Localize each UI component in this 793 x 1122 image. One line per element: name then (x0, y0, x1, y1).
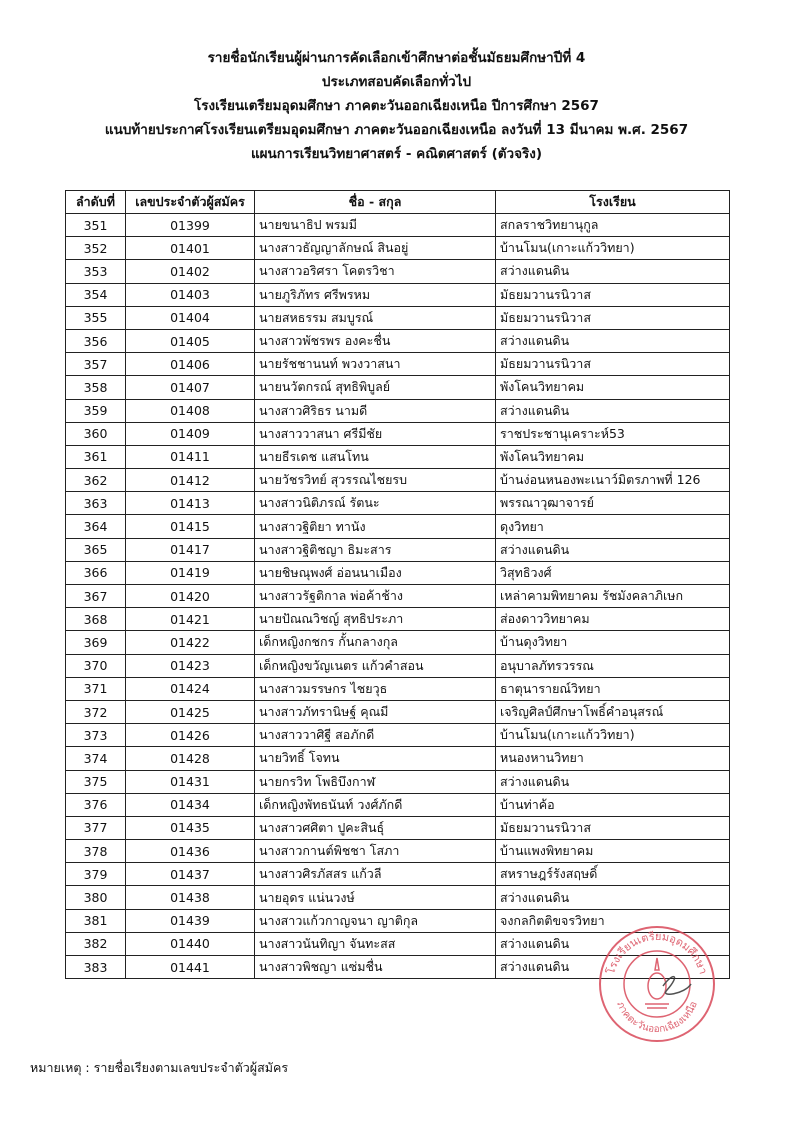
cell-school: บ้านแพงพิทยาคม (496, 840, 730, 863)
cell-school: เจริญศิลป์ศึกษาโพธิ์คำอนุสรณ์ (496, 700, 730, 723)
cell-school: ธาตุนารายณ์วิทยา (496, 677, 730, 700)
cell-applicant-id: 01419 (126, 561, 255, 584)
cell-number: 357 (66, 353, 126, 376)
table-row (66, 237, 730, 260)
table-row (66, 399, 730, 422)
table-row (66, 445, 730, 468)
cell-applicant-id: 01438 (126, 886, 255, 909)
cell-name: นายนวัตกรณ์ สุทธิพิบูลย์ (255, 376, 496, 399)
column-header-number: ลำดับที่ (66, 191, 126, 214)
table-row (66, 515, 730, 538)
cell-number: 376 (66, 793, 126, 816)
cell-name: นางสาวรัฐติกาล พ่อค้าช้าง (255, 585, 496, 608)
cell-applicant-id: 01407 (126, 376, 255, 399)
cell-number: 359 (66, 399, 126, 422)
cell-applicant-id: 01415 (126, 515, 255, 538)
cell-name: นางสาวศศิตา ปูคะสินธุ์ (255, 816, 496, 839)
cell-school: สหราษฎร์รังสฤษดิ์ (496, 863, 730, 886)
cell-school: อนุบาลภัทรวรรณ (496, 654, 730, 677)
table-row (66, 700, 730, 723)
cell-school: พังโคนวิทยาคม (496, 376, 730, 399)
table-row (66, 329, 730, 352)
seal-text-bottom: ภาคตะวันออกเฉียงเหนือ (614, 1000, 700, 1036)
table-row (66, 376, 730, 399)
svg-text:โรงเรียนเตรียมอุดมศึกษา (603, 930, 709, 976)
cell-applicant-id: 01422 (126, 631, 255, 654)
cell-applicant-id: 01405 (126, 329, 255, 352)
cell-number: 370 (66, 654, 126, 677)
cell-name: นางสาววาศิฐี สอภักดี (255, 724, 496, 747)
cell-name: นางสาวอริศรา โคตรวิชา (255, 260, 496, 283)
cell-school: พรรณาวุฒาจารย์ (496, 492, 730, 515)
cell-name: นายอุดร แน่นวงษ์ (255, 886, 496, 909)
cell-number: 373 (66, 724, 126, 747)
table-row (66, 654, 730, 677)
cell-applicant-id: 01403 (126, 283, 255, 306)
cell-school: บ้านง่อนหนองพะเนาว์มิตรภาพที่ 126 (496, 469, 730, 492)
cell-number: 366 (66, 561, 126, 584)
cell-name: นายชิษณุพงศ์ อ่อนนาเมือง (255, 561, 496, 584)
student-list-table (65, 190, 730, 979)
cell-applicant-id: 01431 (126, 770, 255, 793)
table-row (66, 492, 730, 515)
table-row (66, 631, 730, 654)
cell-number: 354 (66, 283, 126, 306)
cell-name: นายกรวิท โพธิบึงกาฬ (255, 770, 496, 793)
column-header-name: ชื่อ - สกุล (255, 191, 496, 214)
cell-number: 362 (66, 469, 126, 492)
column-header-applicant-id: เลขประจำตัวผู้สมัคร (126, 191, 255, 214)
cell-number: 367 (66, 585, 126, 608)
cell-number: 364 (66, 515, 126, 538)
cell-applicant-id: 01421 (126, 608, 255, 631)
cell-number: 375 (66, 770, 126, 793)
cell-school: บ้านโมน(เกาะแก้ววิทยา) (496, 724, 730, 747)
cell-school: สว่างแดนดิน (496, 956, 730, 979)
cell-applicant-id: 01426 (126, 724, 255, 747)
table-row (66, 306, 730, 329)
cell-school: เหล่าคามพิทยาคม รัชมังคลาภิเษก (496, 585, 730, 608)
table-row (66, 770, 730, 793)
cell-school: สว่างแดนดิน (496, 932, 730, 955)
cell-name: นางสาวพัชรพร องคะชื่น (255, 329, 496, 352)
cell-number: 382 (66, 932, 126, 955)
table-row (66, 863, 730, 886)
cell-number: 377 (66, 816, 126, 839)
cell-number: 378 (66, 840, 126, 863)
cell-applicant-id: 01435 (126, 816, 255, 839)
cell-number: 352 (66, 237, 126, 260)
cell-name: นางสาวฐิติยา ทานัง (255, 515, 496, 538)
cell-applicant-id: 01424 (126, 677, 255, 700)
cell-number: 381 (66, 909, 126, 932)
table-row (66, 747, 730, 770)
cell-name: นายภูริภัทร ศรีพรหม (255, 283, 496, 306)
cell-school: มัธยมวานรนิวาส (496, 306, 730, 329)
cell-applicant-id: 01399 (126, 214, 255, 237)
cell-number: 374 (66, 747, 126, 770)
cell-number: 365 (66, 538, 126, 561)
table-body (66, 214, 730, 979)
cell-number: 379 (66, 863, 126, 886)
cell-applicant-id: 01402 (126, 260, 255, 283)
cell-name: นางสาวมรรษกร ไชยวุธ (255, 677, 496, 700)
cell-name: นายธีรเดช แสนโทน (255, 445, 496, 468)
document-header (0, 46, 793, 166)
cell-school: มัธยมวานรนิวาส (496, 353, 730, 376)
cell-applicant-id: 01439 (126, 909, 255, 932)
cell-applicant-id: 01437 (126, 863, 255, 886)
cell-number: 360 (66, 422, 126, 445)
cell-school: บ้านท่าค้อ (496, 793, 730, 816)
table-row (66, 816, 730, 839)
cell-school: สว่างแดนดิน (496, 260, 730, 283)
cell-applicant-id: 01425 (126, 700, 255, 723)
cell-name: เด็กหญิงขวัญเนตร แก้วคำสอน (255, 654, 496, 677)
cell-name: นางสาวนันทิญา จันทะสส (255, 932, 496, 955)
cell-number: 368 (66, 608, 126, 631)
cell-school: สกลราชวิทยานุกูล (496, 214, 730, 237)
footnote: หมายเหตุ : รายชื่อเรียงตามเลขประจำตัวผู้สมัคร (30, 1060, 289, 1075)
cell-name: นางสาวฐิติชญา ธิมะสาร (255, 538, 496, 561)
cell-name: นางสาวพิชญา แซ่มชื่น (255, 956, 496, 979)
school-seal-stamp (597, 924, 717, 1044)
cell-school: สว่างแดนดิน (496, 886, 730, 909)
cell-name: นายรัชชานนท์ พวงวาสนา (255, 353, 496, 376)
cell-applicant-id: 01440 (126, 932, 255, 955)
cell-name: นางสาวภัทรานิษฐ์ คุณมี (255, 700, 496, 723)
cell-name: นางสาวแก้วกาญจนา ญาติกุล (255, 909, 496, 932)
cell-school: บ้านดุงวิทยา (496, 631, 730, 654)
cell-number: 353 (66, 260, 126, 283)
table-row (66, 793, 730, 816)
title-line-4: แนบท้ายประกาศโรงเรียนเตรียมอุดมศึกษา ภาคตะวันออกเฉียงเหนือ ลงวันที่ 13 มีนาคม พ.ศ. 2567 (104, 122, 689, 138)
cell-applicant-id: 01420 (126, 585, 255, 608)
cell-applicant-id: 01441 (126, 956, 255, 979)
cell-school: พังโคนวิทยาคม (496, 445, 730, 468)
cell-name: เด็กหญิงพัทธนันท์ วงศ์ภักดี (255, 793, 496, 816)
table-row (66, 724, 730, 747)
cell-name: นางสาวกานต์พิชชา โสภา (255, 840, 496, 863)
cell-number: 358 (66, 376, 126, 399)
cell-number: 355 (66, 306, 126, 329)
cell-applicant-id: 01417 (126, 538, 255, 561)
cell-school: ราชประชานุเคราะห์53 (496, 422, 730, 445)
cell-applicant-id: 01436 (126, 840, 255, 863)
table-row (66, 538, 730, 561)
cell-number: 371 (66, 677, 126, 700)
cell-name: นายสหธรรม สมบูรณ์ (255, 306, 496, 329)
table-row (66, 422, 730, 445)
column-header-school: โรงเรียน (496, 191, 730, 214)
table-row (66, 214, 730, 237)
cell-name: เด็กหญิงกชกร กั้นกลางกุล (255, 631, 496, 654)
cell-school: จงกลกิตติขจรวิทยา (496, 909, 730, 932)
cell-applicant-id: 01434 (126, 793, 255, 816)
cell-applicant-id: 01406 (126, 353, 255, 376)
title-line-2: ประเภทสอบคัดเลือกทั่วไป (321, 74, 472, 90)
cell-number: 361 (66, 445, 126, 468)
cell-name: นางสาวนิติภรณ์ รัตนะ (255, 492, 496, 515)
cell-name: นายวิทธิ์ โจทน (255, 747, 496, 770)
title-line-5: แผนการเรียนวิทยาศาสตร์ - คณิตศาสตร์ (ตัวจริง) (250, 146, 543, 162)
cell-applicant-id: 01408 (126, 399, 255, 422)
cell-number: 363 (66, 492, 126, 515)
table-row (66, 585, 730, 608)
cell-applicant-id: 01409 (126, 422, 255, 445)
cell-school: สว่างแดนดิน (496, 329, 730, 352)
table-row (66, 677, 730, 700)
cell-applicant-id: 01413 (126, 492, 255, 515)
cell-applicant-id: 01404 (126, 306, 255, 329)
seal-text-top: โรงเรียนเตรียมอุดมศึกษา (604, 929, 710, 976)
cell-name: นางสาววาสนา ศรีมีชัย (255, 422, 496, 445)
table-header-row (66, 191, 730, 214)
cell-school: ดุงวิทยา (496, 515, 730, 538)
table-row (66, 886, 730, 909)
cell-school: มัธยมวานรนิวาส (496, 816, 730, 839)
cell-school: สว่างแดนดิน (496, 538, 730, 561)
cell-applicant-id: 01428 (126, 747, 255, 770)
table-row (66, 469, 730, 492)
cell-school: วิสุทธิวงศ์ (496, 561, 730, 584)
cell-name: นางสาวศิริธร นามดี (255, 399, 496, 422)
cell-school: มัธยมวานรนิวาส (496, 283, 730, 306)
cell-school: บ้านโมน(เกาะแก้ววิทยา) (496, 237, 730, 260)
table-row (66, 283, 730, 306)
cell-name: นายปัณณวิชญ์ สุทธิประภา (255, 608, 496, 631)
cell-name: นางสาวธัญญาลักษณ์ สินอยู่ (255, 237, 496, 260)
cell-number: 383 (66, 956, 126, 979)
cell-name: นางสาวศิรภัสสร แก้วลี (255, 863, 496, 886)
cell-number: 369 (66, 631, 126, 654)
table-row (66, 260, 730, 283)
cell-applicant-id: 01423 (126, 654, 255, 677)
cell-name: นายขนาธิป พรมมี (255, 214, 496, 237)
cell-number: 372 (66, 700, 126, 723)
table-row (66, 608, 730, 631)
title-line-3: โรงเรียนเตรียมอุดมศึกษา ภาคตะวันออกเฉียงเหนือ ปีการศึกษา 2567 (194, 98, 599, 114)
cell-number: 380 (66, 886, 126, 909)
cell-applicant-id: 01411 (126, 445, 255, 468)
table-row (66, 353, 730, 376)
cell-school: ส่องดาววิทยาคม (496, 608, 730, 631)
title-line-1: รายชื่อนักเรียนผู้ผ่านการคัดเลือกเข้าศึกษาต่อชั้นมัธยมศึกษาปีที่ 4 (207, 50, 586, 66)
table-row (66, 561, 730, 584)
cell-applicant-id: 01401 (126, 237, 255, 260)
cell-school: สว่างแดนดิน (496, 770, 730, 793)
cell-school: หนองหานวิทยา (496, 747, 730, 770)
cell-number: 351 (66, 214, 126, 237)
cell-school: สว่างแดนดิน (496, 399, 730, 422)
cell-applicant-id: 01412 (126, 469, 255, 492)
table-row (66, 840, 730, 863)
cell-name: นายวัชรวิทย์ สุวรรณไชยรบ (255, 469, 496, 492)
cell-number: 356 (66, 329, 126, 352)
